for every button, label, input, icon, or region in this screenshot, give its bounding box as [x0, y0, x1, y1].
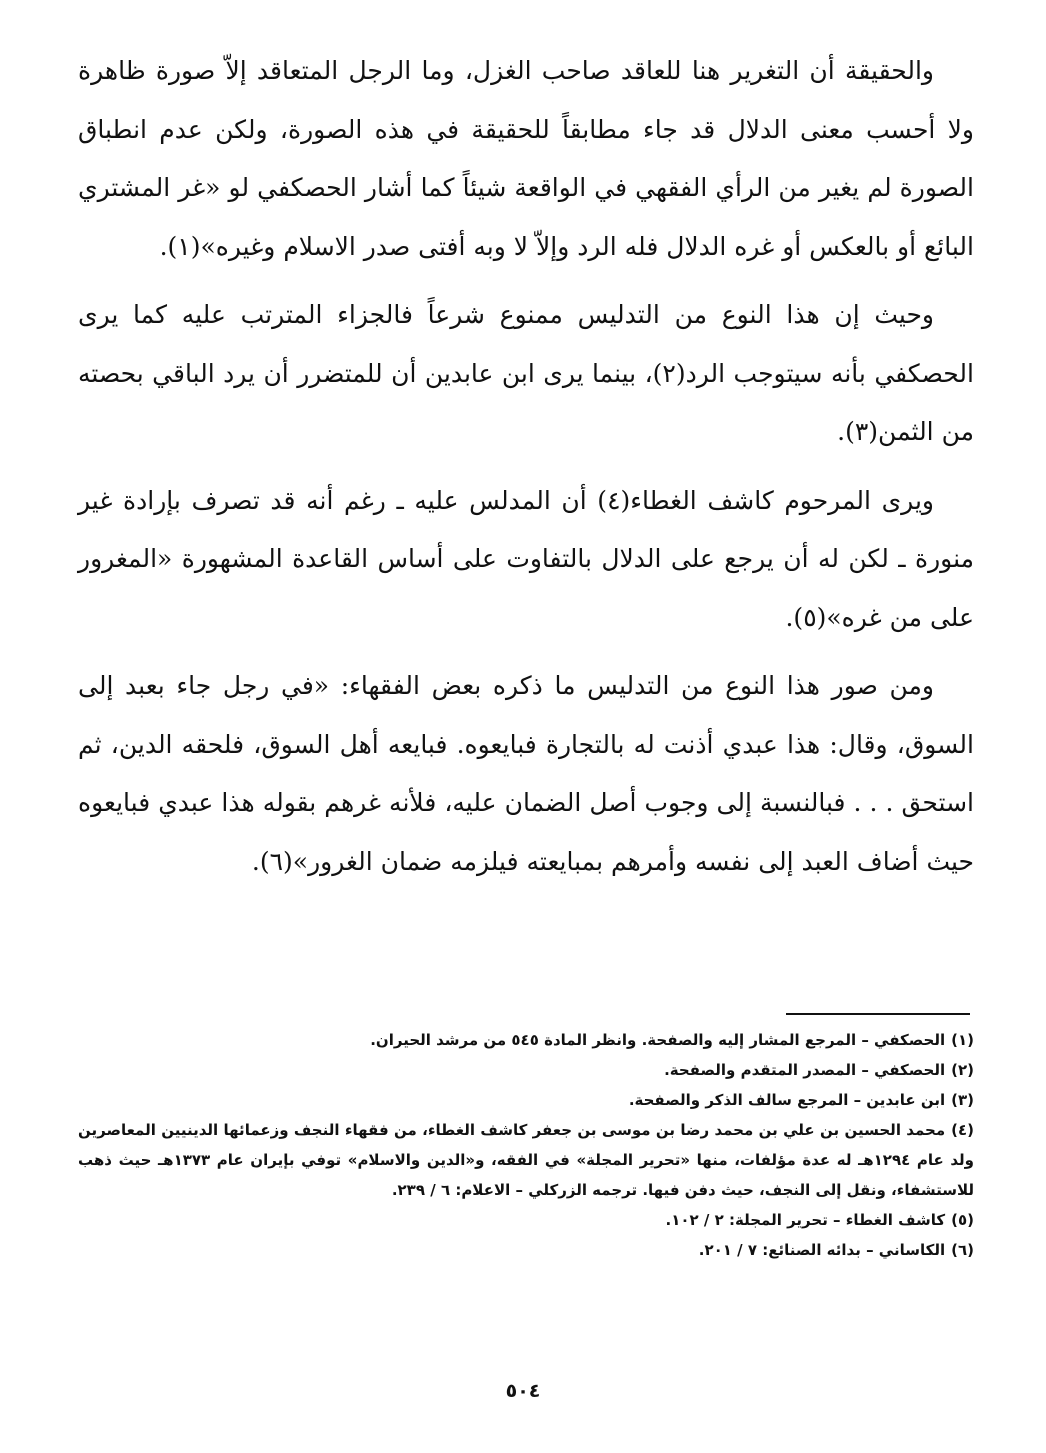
footnote	[78, 1055, 974, 1085]
footnote-number: (٦)	[951, 1241, 974, 1259]
footnote	[78, 1205, 974, 1235]
footnote-number: (١)	[951, 1031, 974, 1049]
footnote-text: الكاساني – بدائه الصنائع: ٧ / ٢٠١.	[698, 1241, 946, 1259]
footnote-number: (٣)	[951, 1091, 974, 1109]
footnote	[78, 1085, 974, 1115]
paragraph: ويرى المرحوم كاشف الغطاء(٤) أن المدلس عليه ـ رغم أنه قد تصرف بإرادة غير منورة ـ لكن له أن يرجع على الدلال بالتفاوت على أساس القاعدة المشهورة «المغرور على من غره»(٥).	[78, 485, 975, 632]
footnote-text: ابن عابدين – المرجع سالف الذكر والصفحة.	[628, 1091, 946, 1109]
footnote-text: محمد الحسين بن علي بن محمد رضا بن موسى بن جعفر كاشف الغطاء، من فقهاء النجف وزعمائها الدينيين المعاصرين ولد عام ١٢٩٤هـ له عدة مؤلفات، منها «تحرير المجلة» في الفقه، و«الدين والاسلام» توفي بإيران عام ١٣٧٣هـ حيث ذهب للاستشفاء، ونقل إلى النجف، حيث دفن فيها. ترجمه الزركلي – الاعلام: ٦ / ٢٣٩.	[78, 1121, 975, 1199]
footnote	[78, 1115, 974, 1205]
footnote-text: الحصكفي – المرجع المشار إليه والصفحة. وانظر المادة ٥٤٥ من مرشد الحيران.	[370, 1031, 946, 1049]
paragraph: ومن صور هذا النوع من التدليس ما ذكره بعض الفقهاء: «في رجل جاء بعبد إلى السوق، وقال: هذا عبدي أذنت له بالتجارة فبايعوه. فبايعه أهل السوق، فلحقه الدين، ثم استحق . . . فبالنسبة إلى وجوب أصل الضمان عليه، فلأنه غرهم بقوله هذا عبدي فبايعوه حيث أضاف العبد إلى نفسه وأمرهم بمبايعته فيلزمه ضمان الغرور»(٦).	[78, 671, 974, 876]
footnote	[78, 1235, 974, 1265]
footnote-text: الحصكفي – المصدر المتقدم والصفحة.	[664, 1061, 946, 1079]
paragraph: والحقيقة أن التغرير هنا للعاقد صاحب الغزل، وما الرجل المتعاقد إلاّ صورة ظاهرة ولا أحسب معنى الدلال قد جاء مطابقاً للحقيقة في هذه الصورة، ولكن عدم انطباق الصورة لم يغير من الرأي الفقهي في الواقعة شيئاً كما أشار الحصكفي لو «غر المشتري البائع أو بالعكس أو غره الدلال فله الرد وإلاّ لا وبه أفتى صدر الاسلام وغيره»(١).	[78, 56, 974, 261]
footnotes	[78, 1025, 974, 1265]
footnote	[78, 1025, 974, 1055]
footnote-text: كاشف الغطاء – تحرير المجلة: ٢ / ١٠٢.	[665, 1211, 946, 1229]
footnote-number: (٢)	[951, 1061, 974, 1079]
footnote-number: (٤)	[951, 1121, 974, 1139]
footnote-separator	[786, 1013, 970, 1015]
main-text	[78, 42, 974, 901]
paragraph: وحيث إن هذا النوع من التدليس ممنوع شرعاً فالجزاء المترتب عليه كما يرى الحصكفي بأنه سيتوجب الرد(٢)، بينما يرى ابن عابدين أن للمتضرر أن يرد الباقي بحصته من الثمن(٣).	[78, 300, 974, 446]
page-number: ٥٠٤	[505, 1380, 541, 1402]
footnote-number: (٥)	[951, 1211, 974, 1229]
